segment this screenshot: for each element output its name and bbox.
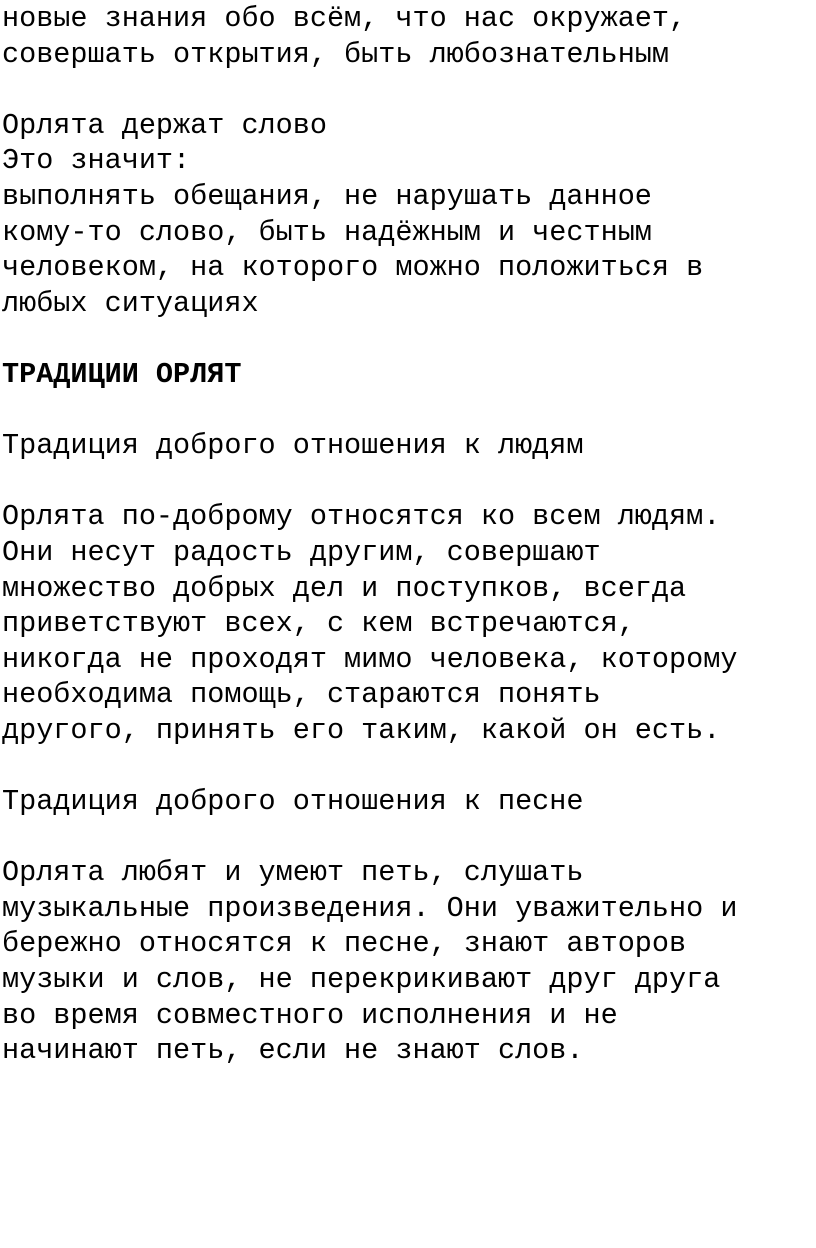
- tradition-people-section: [2, 428, 816, 748]
- text-line: бережно относятся к песне, знают авторов: [2, 927, 687, 961]
- text-line: необходима помощь, стараются понять: [2, 678, 601, 712]
- blank-line: [2, 820, 816, 856]
- text-line: выполнять обещания, не нарушать данное: [2, 179, 652, 213]
- tradition-song-section: [2, 784, 816, 1069]
- section-title: Орлята держат слово: [2, 108, 327, 142]
- text-line: Они несут радость другим, совершают: [2, 535, 601, 569]
- text-line: новые знания обо всём, что нас окружает,: [2, 2, 687, 35]
- text-line: кому-то слово, быть надёжным и честным: [2, 215, 652, 249]
- traditions-heading: ТРАДИЦИИ ОРЛЯТ: [2, 357, 242, 391]
- text-line: никогда не проходят мимо человека, которому: [2, 642, 738, 676]
- blank-line: [2, 321, 816, 357]
- text-line: музыки и слов, не перекрикивают друг друга: [2, 963, 721, 997]
- section-title: Традиция доброго отношения к людям: [2, 429, 584, 463]
- text-line: множество добрых дел и поступков, всегда: [2, 571, 687, 605]
- text-line: любых ситуациях: [2, 286, 259, 320]
- blank-line: [2, 464, 816, 500]
- text-line: человеком, на которого можно положиться в: [2, 251, 704, 285]
- text-line: музыкальные произведения. Они уважительно и: [2, 891, 738, 925]
- blank-line: [2, 393, 816, 429]
- blank-line: [2, 72, 816, 108]
- section-subtitle: Это значит:: [2, 144, 191, 178]
- text-line: Орлята по-доброму относятся ко всем людям.: [2, 500, 721, 534]
- text-line: приветствуют всех, с кем встречаются,: [2, 607, 635, 641]
- section-title: Традиция доброго отношения к песне: [2, 785, 584, 819]
- text-line: совершать открытия, быть любознательным: [2, 37, 670, 71]
- text-line: во время совместного исполнения и не: [2, 998, 618, 1032]
- word-section: [2, 108, 816, 322]
- text-line: другого, принять его таким, какой он есть.: [2, 713, 721, 747]
- text-line: начинают петь, если не знают слов.: [2, 1034, 584, 1068]
- blank-line: [2, 748, 816, 784]
- text-line: Орлята любят и умеют петь, слушать: [2, 856, 584, 890]
- intro-paragraph: [2, 1, 816, 72]
